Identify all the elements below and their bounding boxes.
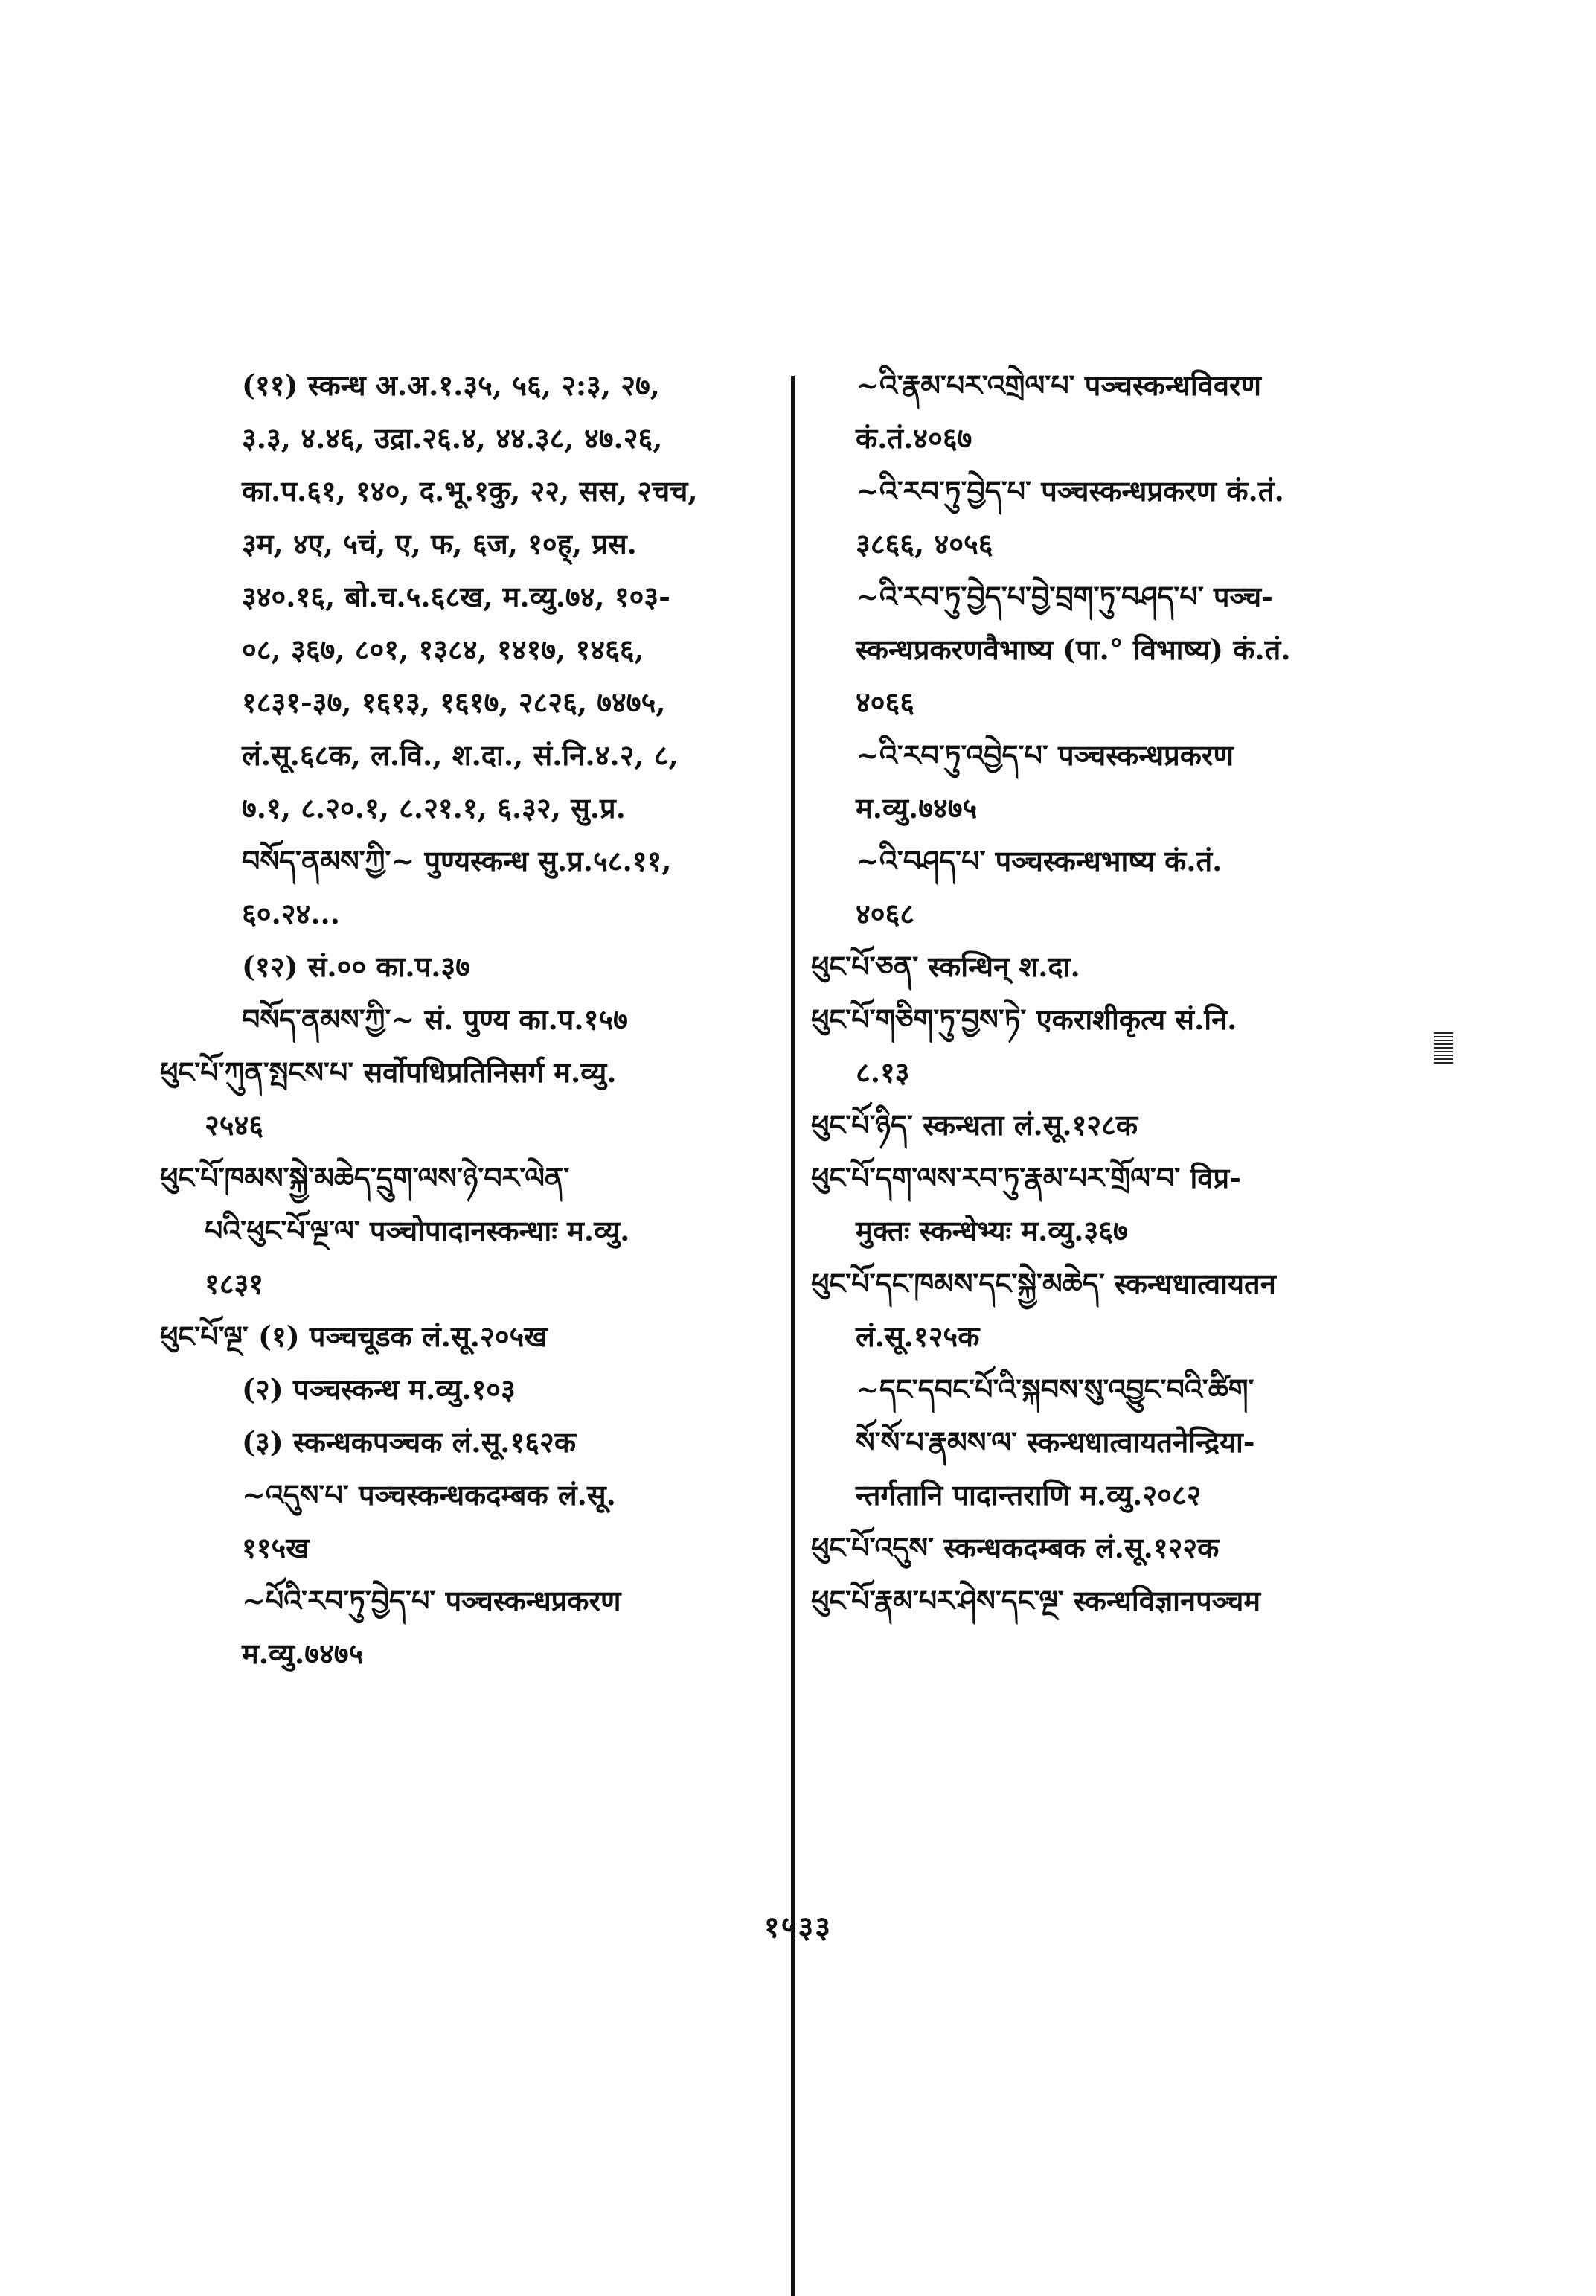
right-entry-line: ཕུང་པོ་གཅིག་ཏུ་བྱས་ཏེ་ एकराशीकृत्य सं.नि. [811,1002,1237,1036]
right-entry-line: न्तर्गतानि पादान्तराणि म.व्यु.२०८२ [856,1478,1202,1512]
right-entry-line: ཕུང་པོ་རྣམ་པར་ཤེས་དང་ལྔ་ स्कन्धविज्ञानपञ्चम [811,1584,1261,1617]
left-entry-line: ७.१, ८.२०.१, ८.२१.१, ६.३२, सु.प्र. [242,791,626,825]
right-entry-line: ४०६६ [856,685,915,719]
left-entry-line: (३) स्कन्धकपञ्चक लं.सू.१६२क [242,1425,577,1459]
left-entry-line: བསོད་ནམས་ཀྱི་~ पुण्यस्कन्ध सु.प्र.५८.११, [242,844,672,877]
right-entry-line: म.व्यु.७४७५ [856,791,978,825]
left-entry-line: ~འདུས་པ་ पञ्चस्कन्धकदम्बक लं.सू. [242,1478,616,1512]
left-entry-line: १८३१ [205,1267,264,1300]
left-entry-line: ६०.२४... [242,897,340,930]
left-entry-line: ३४०.१६, बो.च.५.६८ख, म.व्यु.७४, १०३- [242,580,670,613]
margin-mark [1434,1032,1453,1064]
left-entry-line: का.प.६१, १४०, द.भू.१कु, २२, सस, २चच, [242,474,698,508]
left-entry-line: ११५ख [242,1531,310,1564]
left-entry-line: लं.सू.६८क, ल.वि., श.दा., सं.नि.४.२, ८, [242,738,679,772]
right-entry-line: ཕུང་པོ་དག་ལས་རབ་ཏུ་རྣམ་པར་གྲོལ་བ་ विप्र- [811,1161,1241,1195]
right-entry-line: स्कन्धप्रकरणवैभाष्य (पा.° विभाष्य) कं.तं. [856,633,1291,666]
left-entry-line: པའི་ཕུང་པོ་ལྔ་ལ་ पञ्चोपादानस्कन्धाः म.व्यु. [205,1214,630,1247]
left-entry-line: བསོད་ནམས་ཀྱི་~ सं. पुण्य का.प.१५७ [242,1002,628,1036]
column-divider [791,376,795,2296]
left-entry-line: २५४६ [205,1108,264,1142]
right-entry-line: ཕུང་པོ་ཉིད་ स्कन्धता लं.सू.१२८क [811,1108,1138,1142]
left-entry-line: ཕུང་པོ་ཁམས་སྐྱེ་མཆེད་དྲུག་ལས་ཉེ་བར་ལེན་ [160,1161,570,1195]
right-entry-line: ཕུང་པོ་ཅན་ स्कन्धिन् श.दा. [811,950,1080,983]
left-entry-line: (११) स्कन्ध अ.अ.१.३५, ५६, २:३, २७, [242,368,661,402]
right-entry-line: ~འི་རབ་ཏུ་བྱེད་པ་བྱེ་བྲག་ཏུ་བཤད་པ་ पञ्च- [856,580,1273,613]
left-entry-line: १८३१-३७, १६१३, १६१७, २८२६, ७४७५, [242,685,666,719]
left-column [160,359,778,1680]
right-entry-line: ཕུང་པོ་འདུས་ स्कन्धकदम्बक लं.सू.१२२क [811,1531,1220,1564]
right-entry-line: ३८६६, ४०५६ [856,527,993,560]
right-entry-line: སོ་སོ་པ་རྣམས་ལ་ स्कन्धधात्वायतनेन्द्रिया- [856,1425,1255,1459]
right-entry-line: ~འི་རྣམ་པར་འགྲེལ་པ་ पञ्चस्कन्धविवरण [856,368,1261,402]
left-entry-line: ཕུང་པོ་ལྔ་ (१) पञ्चचूडक लं.सू.२०५ख [160,1320,548,1353]
left-entry-line: म.व्यु.७४७५ [242,1637,364,1670]
right-entry-line: ཕུང་པོ་དང་ཁམས་དང་སྐྱེ་མཆེད་ स्कन्धधात्वायतन [811,1267,1276,1300]
right-entry-line: ~འི་རབ་ཏུ་འབྱེད་པ་ पञ्चस्कन्धप्रकरण [856,738,1234,772]
right-entry-line: ८.१३ [856,1055,910,1089]
right-entry-line: लं.सू.१२५क [856,1320,980,1353]
left-entry-line: ཕུང་པོ་ཀུན་སྤངས་པ་ सर्वोपधिप्रतिनिसर्ग म.व्यु. [160,1055,617,1089]
left-entry-line: (२) पञ्चस्कन्ध म.व्यु.१०३ [242,1372,516,1406]
page-number: १५३३ [763,1910,833,1945]
right-entry-line: कं.तं.४०६७ [856,421,972,455]
left-entry-line: ३म, ४ए, ५चं, ए, फ, ६ज, १०ह्, प्रस. [242,527,637,560]
left-entry-line: ०८, ३६७, ८०१, १३८४, १४१७, १४६६, [242,633,644,666]
right-entry-line: ४०६८ [856,897,915,930]
right-entry-line: मुक्तः स्कन्धेभ्यः म.व्यु.३६७ [856,1214,1128,1247]
left-entry-line: ३.३, ४.४६, उद्रा.२६.४, ४४.३८, ४७.२६, [242,421,663,455]
right-entry-line: ~དང་དབང་པོ་འི་སྐབས་སུ་འབྱུང་བའི་ཚིག་ [856,1372,1254,1406]
left-entry-line: ~པོའི་རབ་ཏུ་བྱེད་པ་ पञ्चस्कन्धप्रकरण [242,1584,621,1617]
right-column [811,359,1429,1627]
right-entry-line: ~འི་རབ་ཏུ་བྱེད་པ་ पञ्चस्कन्धप्रकरण कं.तं. [856,474,1284,508]
right-entry-line: ~འི་བཤད་པ་ पञ्चस्कन्धभाष्य कं.तं. [856,844,1222,877]
left-entry-line: (१२) सं.०० का.प.३७ [242,950,470,983]
